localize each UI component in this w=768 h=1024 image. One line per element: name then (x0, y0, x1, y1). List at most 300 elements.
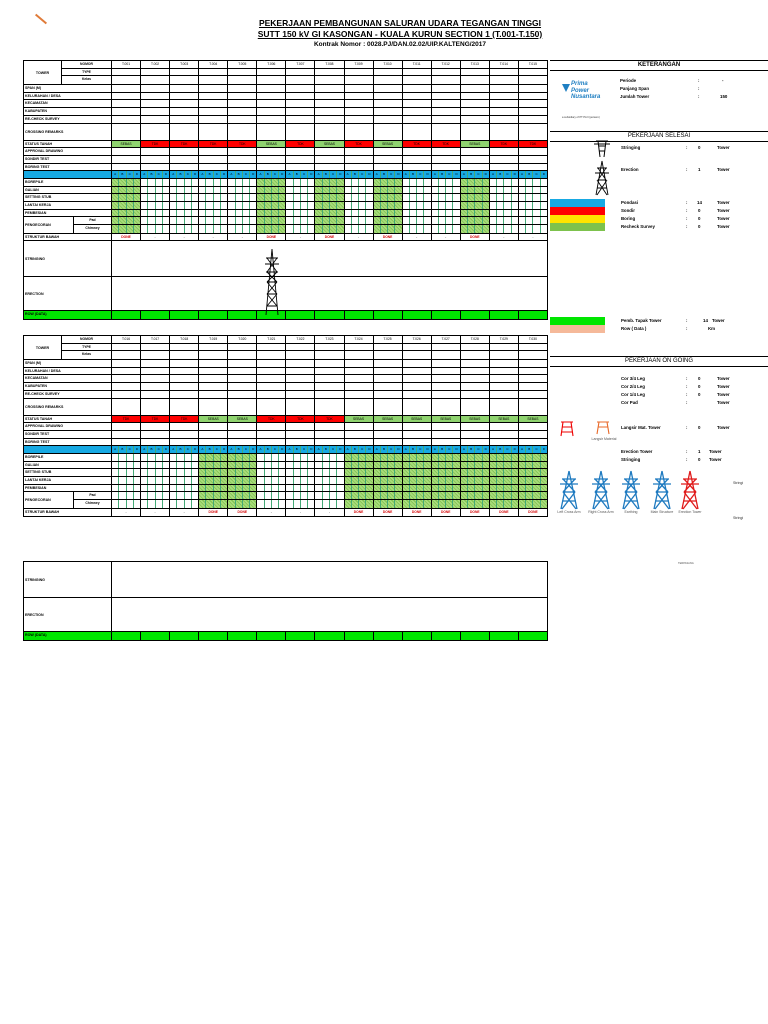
progress-hatch (410, 500, 417, 508)
cell (170, 187, 199, 194)
progress-empty (526, 210, 533, 217)
progress-empty (294, 210, 301, 217)
progress-hatch (134, 194, 140, 201)
progress-empty (192, 179, 198, 186)
progress-empty (446, 179, 453, 186)
progress-hatch (475, 187, 482, 194)
cell (286, 360, 315, 367)
progress-hatch (453, 492, 459, 499)
cell (403, 311, 432, 319)
cell (315, 124, 344, 140)
progress-hatch (533, 477, 540, 484)
legend-boring-swatch (550, 215, 605, 223)
type-cell (228, 344, 257, 351)
cell (403, 225, 432, 233)
cell (141, 469, 170, 476)
cell: TDK (345, 141, 374, 148)
cell: SEBAS (345, 416, 374, 423)
progress-empty (345, 217, 352, 224)
progress-hatch (461, 500, 468, 508)
cell (141, 156, 170, 163)
tower-number-cell: T.010 (374, 61, 403, 68)
progress-hatch (468, 469, 475, 476)
progress-empty (417, 202, 424, 209)
tower-number-cell: T.024 (345, 336, 374, 343)
langsir-value: 0 (698, 425, 701, 430)
progress-empty (533, 187, 540, 194)
kecamatan-row-label: KECAMATAN (24, 100, 112, 107)
cell (461, 454, 490, 461)
progress-hatch (272, 202, 279, 209)
cor-red-icon (558, 420, 576, 438)
abcd-letter: D (135, 447, 139, 452)
cell (170, 179, 199, 186)
cell: SEBAS (374, 416, 403, 423)
progress-empty (424, 179, 430, 186)
progress-hatch (221, 454, 227, 461)
pengecoran-values (112, 217, 547, 232)
progress-empty (497, 194, 504, 201)
progress-hatch (374, 210, 381, 217)
cell (257, 485, 286, 492)
abcd-letter: B (265, 446, 272, 453)
cor24-label: Cor 2/4 Leg (621, 384, 645, 389)
progress-hatch (468, 187, 475, 194)
cell (490, 485, 519, 492)
title-line-2: SUTT 150 kV GI KASONGAN - KUALA KURUN SECTION 1 (T.001-T.150) (257, 29, 543, 39)
progress-empty (512, 179, 518, 186)
cell (461, 93, 490, 100)
progress-empty (323, 454, 330, 461)
progress-empty (504, 225, 511, 233)
erection-label: ERECTION (24, 277, 112, 310)
cell (519, 108, 547, 115)
progress-hatch (381, 477, 388, 484)
progress-empty (185, 210, 192, 217)
progress-hatch (236, 469, 243, 476)
sondir-done-colon: : (686, 208, 688, 213)
abcd-cell (170, 446, 199, 453)
kelas-cell (199, 76, 228, 84)
type-cell (315, 344, 344, 351)
sondir-done-value: 0 (698, 208, 701, 213)
abcd-letter: B (265, 171, 272, 178)
progress-hatch (315, 187, 322, 194)
abcd-letter: C (243, 171, 250, 178)
kelas-cell (490, 76, 519, 84)
cell (490, 156, 519, 163)
cell (403, 116, 432, 123)
progress-hatch (221, 462, 227, 469)
progress-empty (512, 202, 518, 209)
progress-hatch (250, 462, 256, 469)
progress-empty (453, 202, 459, 209)
cell (490, 431, 519, 438)
cor24-unit: Tower (717, 384, 730, 389)
progress-empty (497, 179, 504, 186)
progress-empty (417, 194, 424, 201)
progress-hatch (533, 462, 540, 469)
cell (170, 375, 199, 382)
cell: - (112, 509, 141, 517)
progress-hatch (272, 217, 279, 224)
cell: TDK (199, 141, 228, 148)
stringing-ongoing-value: 0 (698, 457, 701, 462)
boring-row-label: BORING TEST (24, 164, 112, 171)
cell (374, 100, 403, 107)
periode-info-colon: : (698, 78, 700, 83)
progress-hatch (381, 469, 388, 476)
cell (170, 485, 199, 492)
cell (286, 492, 315, 499)
progress-empty (272, 492, 279, 499)
abcd-letter: A (170, 446, 177, 453)
cell (199, 100, 228, 107)
progress-empty (243, 194, 250, 201)
cell (461, 368, 490, 375)
progress-hatch (541, 477, 547, 484)
abcd-letter: C (417, 446, 424, 453)
progress-empty (366, 217, 372, 224)
progress-empty (243, 217, 250, 224)
progress-empty (112, 477, 119, 484)
cell (228, 187, 257, 194)
progress-empty (301, 187, 308, 194)
cell (112, 225, 141, 233)
cell (490, 439, 519, 446)
kelas-cell (286, 76, 315, 84)
cell (432, 93, 461, 100)
progress-empty (250, 217, 256, 224)
cell (228, 383, 257, 390)
progress-hatch (265, 225, 272, 233)
cor34-unit: Tower (717, 376, 730, 381)
progress-empty (352, 194, 359, 201)
progress-hatch (468, 492, 475, 499)
progress-empty (170, 225, 177, 233)
cell (228, 632, 257, 640)
progress-empty (439, 187, 446, 194)
cell (403, 485, 432, 492)
row-cells (112, 93, 547, 100)
cell (519, 179, 547, 186)
progress-hatch (127, 194, 134, 201)
progress-empty (177, 179, 184, 186)
progress-empty (156, 485, 163, 492)
abcd-letter: B (148, 446, 155, 453)
cell (345, 164, 374, 171)
progress-hatch (221, 485, 227, 492)
progress-hatch (403, 477, 410, 484)
cell: TDK (228, 141, 257, 148)
cell (228, 311, 257, 319)
abcd-letter: C (243, 446, 250, 453)
cell (345, 423, 374, 430)
cell (315, 368, 344, 375)
progress-hatch (483, 477, 489, 484)
progress-hatch (374, 202, 381, 209)
recheck-done-label: Recheck Survey (621, 224, 655, 229)
progress-empty (308, 485, 314, 492)
cell (519, 116, 547, 123)
progress-hatch (250, 469, 256, 476)
cell (461, 124, 490, 140)
progress-empty (301, 492, 308, 499)
progress-hatch (512, 477, 518, 484)
abcd-letter: C (214, 171, 221, 178)
abcd-letter: C (330, 446, 337, 453)
progress-hatch (199, 469, 206, 476)
progress-hatch (330, 217, 337, 224)
progress-hatch (279, 194, 285, 201)
progress-hatch (417, 462, 424, 469)
progress-hatch (199, 485, 206, 492)
cell (170, 500, 199, 508)
progress-hatch (388, 225, 395, 233)
type-cell (257, 344, 286, 351)
recheck-row (24, 391, 547, 399)
row-cells (112, 399, 547, 415)
cell (374, 179, 403, 186)
cell (170, 217, 199, 224)
row-cells (112, 210, 547, 217)
cell: SEBAS (374, 141, 403, 148)
progress-empty (199, 194, 206, 201)
progress-empty (163, 477, 169, 484)
type-cell (403, 69, 432, 76)
cell (170, 156, 199, 163)
progress-hatch (206, 469, 213, 476)
cell (519, 93, 547, 100)
cell (403, 108, 432, 115)
progress-empty (359, 179, 366, 186)
abcd-letter: A (257, 171, 264, 178)
cell (374, 116, 403, 123)
row-cells (112, 431, 547, 438)
cor14-label: Cor 1/4 Leg (621, 392, 645, 397)
cell (461, 500, 490, 508)
progress-hatch (257, 194, 264, 201)
abcd-letter: D (397, 447, 400, 452)
abcd-letter: C (446, 446, 453, 453)
stringing-done-label: Stringing (621, 145, 641, 150)
abcd-letter: D (484, 447, 487, 452)
cell (519, 194, 547, 201)
erection-area (112, 598, 547, 631)
progress-empty (294, 469, 301, 476)
progress-hatch (526, 485, 533, 492)
progress-hatch (388, 469, 395, 476)
progress-hatch (490, 500, 497, 508)
abcd-letter: A (228, 171, 235, 178)
progress-empty (403, 194, 410, 201)
cell (112, 423, 141, 430)
progress-hatch (497, 469, 504, 476)
document-header (200, 18, 600, 50)
cell (403, 431, 432, 438)
cell (519, 375, 547, 382)
progress-hatch (519, 454, 526, 461)
progress-hatch (388, 194, 395, 201)
cell (112, 391, 141, 398)
progress-hatch (119, 194, 126, 201)
progress-empty (185, 469, 192, 476)
progress-hatch (214, 500, 221, 508)
borepile-row (24, 454, 547, 462)
progress-empty (185, 179, 192, 186)
row-data-colon: : (686, 326, 688, 331)
progress-hatch (236, 500, 243, 508)
cell (432, 439, 461, 446)
progress-empty (359, 210, 366, 217)
progress-empty (366, 179, 372, 186)
corpad-label: Cor Pad (621, 400, 638, 405)
abcd-cell (286, 171, 315, 178)
cor34-label: Cor 3/4 Leg (621, 376, 645, 381)
progress-empty (366, 210, 372, 217)
progress-hatch (119, 187, 126, 194)
cell (490, 148, 519, 155)
abcd-letter: A (141, 171, 148, 178)
progress-empty (323, 492, 330, 499)
cell (286, 108, 315, 115)
abcd-letter: A (519, 171, 526, 178)
cell (170, 399, 199, 415)
progress-empty (345, 187, 352, 194)
progress-hatch (424, 469, 430, 476)
row-data-row (24, 311, 547, 319)
progress-hatch (468, 194, 475, 201)
progress-empty (490, 225, 497, 233)
cell (490, 454, 519, 461)
progress-hatch (119, 179, 126, 186)
lantai-row (24, 477, 547, 485)
cell (374, 156, 403, 163)
progress-empty (148, 477, 155, 484)
cell (141, 311, 170, 319)
row-cells (112, 632, 547, 640)
progress-empty (134, 492, 140, 499)
progress-empty (141, 179, 148, 186)
kelas-cell (257, 76, 286, 84)
cell (432, 368, 461, 375)
progress-hatch (461, 485, 468, 492)
cell (170, 93, 199, 100)
cell (112, 148, 141, 155)
progress-empty (243, 210, 250, 217)
cell (403, 156, 432, 163)
progress-empty (345, 202, 352, 209)
cell (286, 202, 315, 209)
cell (257, 632, 286, 640)
cell (403, 439, 432, 446)
cell (403, 93, 432, 100)
cell (432, 85, 461, 92)
cell: - (345, 234, 374, 241)
progress-empty (177, 187, 184, 194)
row-cells (112, 100, 547, 107)
progress-empty (519, 194, 526, 201)
progress-empty (294, 179, 301, 186)
progress-empty (228, 217, 235, 224)
progress-empty (134, 454, 140, 461)
cell (345, 368, 374, 375)
progress-empty (236, 179, 243, 186)
cell (170, 492, 199, 499)
cell: TDK (432, 141, 461, 148)
tower-number-cell: T.028 (461, 336, 490, 343)
row-cells (112, 202, 547, 209)
cell (490, 108, 519, 115)
progress-hatch (526, 462, 533, 469)
cell (345, 217, 374, 224)
progress-empty (490, 210, 497, 217)
progress-hatch (214, 469, 221, 476)
progress-hatch (512, 454, 518, 461)
cell (315, 116, 344, 123)
cell (345, 148, 374, 155)
cell (257, 360, 286, 367)
progress-empty (337, 477, 343, 484)
progress-empty (192, 194, 198, 201)
cell (519, 225, 547, 233)
type-cell (199, 69, 228, 76)
cell (403, 360, 432, 367)
progress-hatch (533, 485, 540, 492)
erection-label: ERECTION (24, 598, 112, 631)
sondir-row (24, 431, 547, 439)
progress-empty (214, 202, 221, 209)
progress-empty (366, 202, 372, 209)
kelas-cell (315, 76, 344, 84)
progress-hatch (475, 469, 482, 476)
progress-empty (410, 179, 417, 186)
progress-empty (286, 187, 293, 194)
progress-empty (257, 477, 264, 484)
progress-empty (257, 462, 264, 469)
progress-hatch (483, 500, 489, 508)
kecamatan-row-label: KECAMATAN (24, 375, 112, 382)
cell: - (257, 509, 286, 517)
progress-hatch (504, 492, 511, 499)
type-label: TYPE (62, 344, 111, 352)
progress-empty (519, 179, 526, 186)
cell (490, 179, 519, 186)
progress-empty (512, 187, 518, 194)
cell (228, 100, 257, 107)
cell (432, 469, 461, 476)
cell (257, 500, 286, 508)
kelas-label: Kelas (81, 352, 92, 357)
progress-empty (286, 469, 293, 476)
progress-hatch (541, 454, 547, 461)
progress-hatch (526, 500, 533, 508)
progress-empty (214, 225, 221, 233)
stringing-area (112, 241, 547, 276)
setting-row (24, 469, 547, 477)
progress-hatch (468, 462, 475, 469)
progress-empty (163, 225, 169, 233)
progress-empty (228, 179, 235, 186)
tower-number-cell: T.029 (490, 336, 519, 343)
cell (199, 148, 228, 155)
progress-empty (490, 217, 497, 224)
abcd-cell (315, 171, 344, 178)
progress-hatch (541, 462, 547, 469)
progress-empty (192, 187, 198, 194)
type-cell (170, 344, 199, 351)
row-data-label: ROW (DATA) (24, 632, 112, 640)
